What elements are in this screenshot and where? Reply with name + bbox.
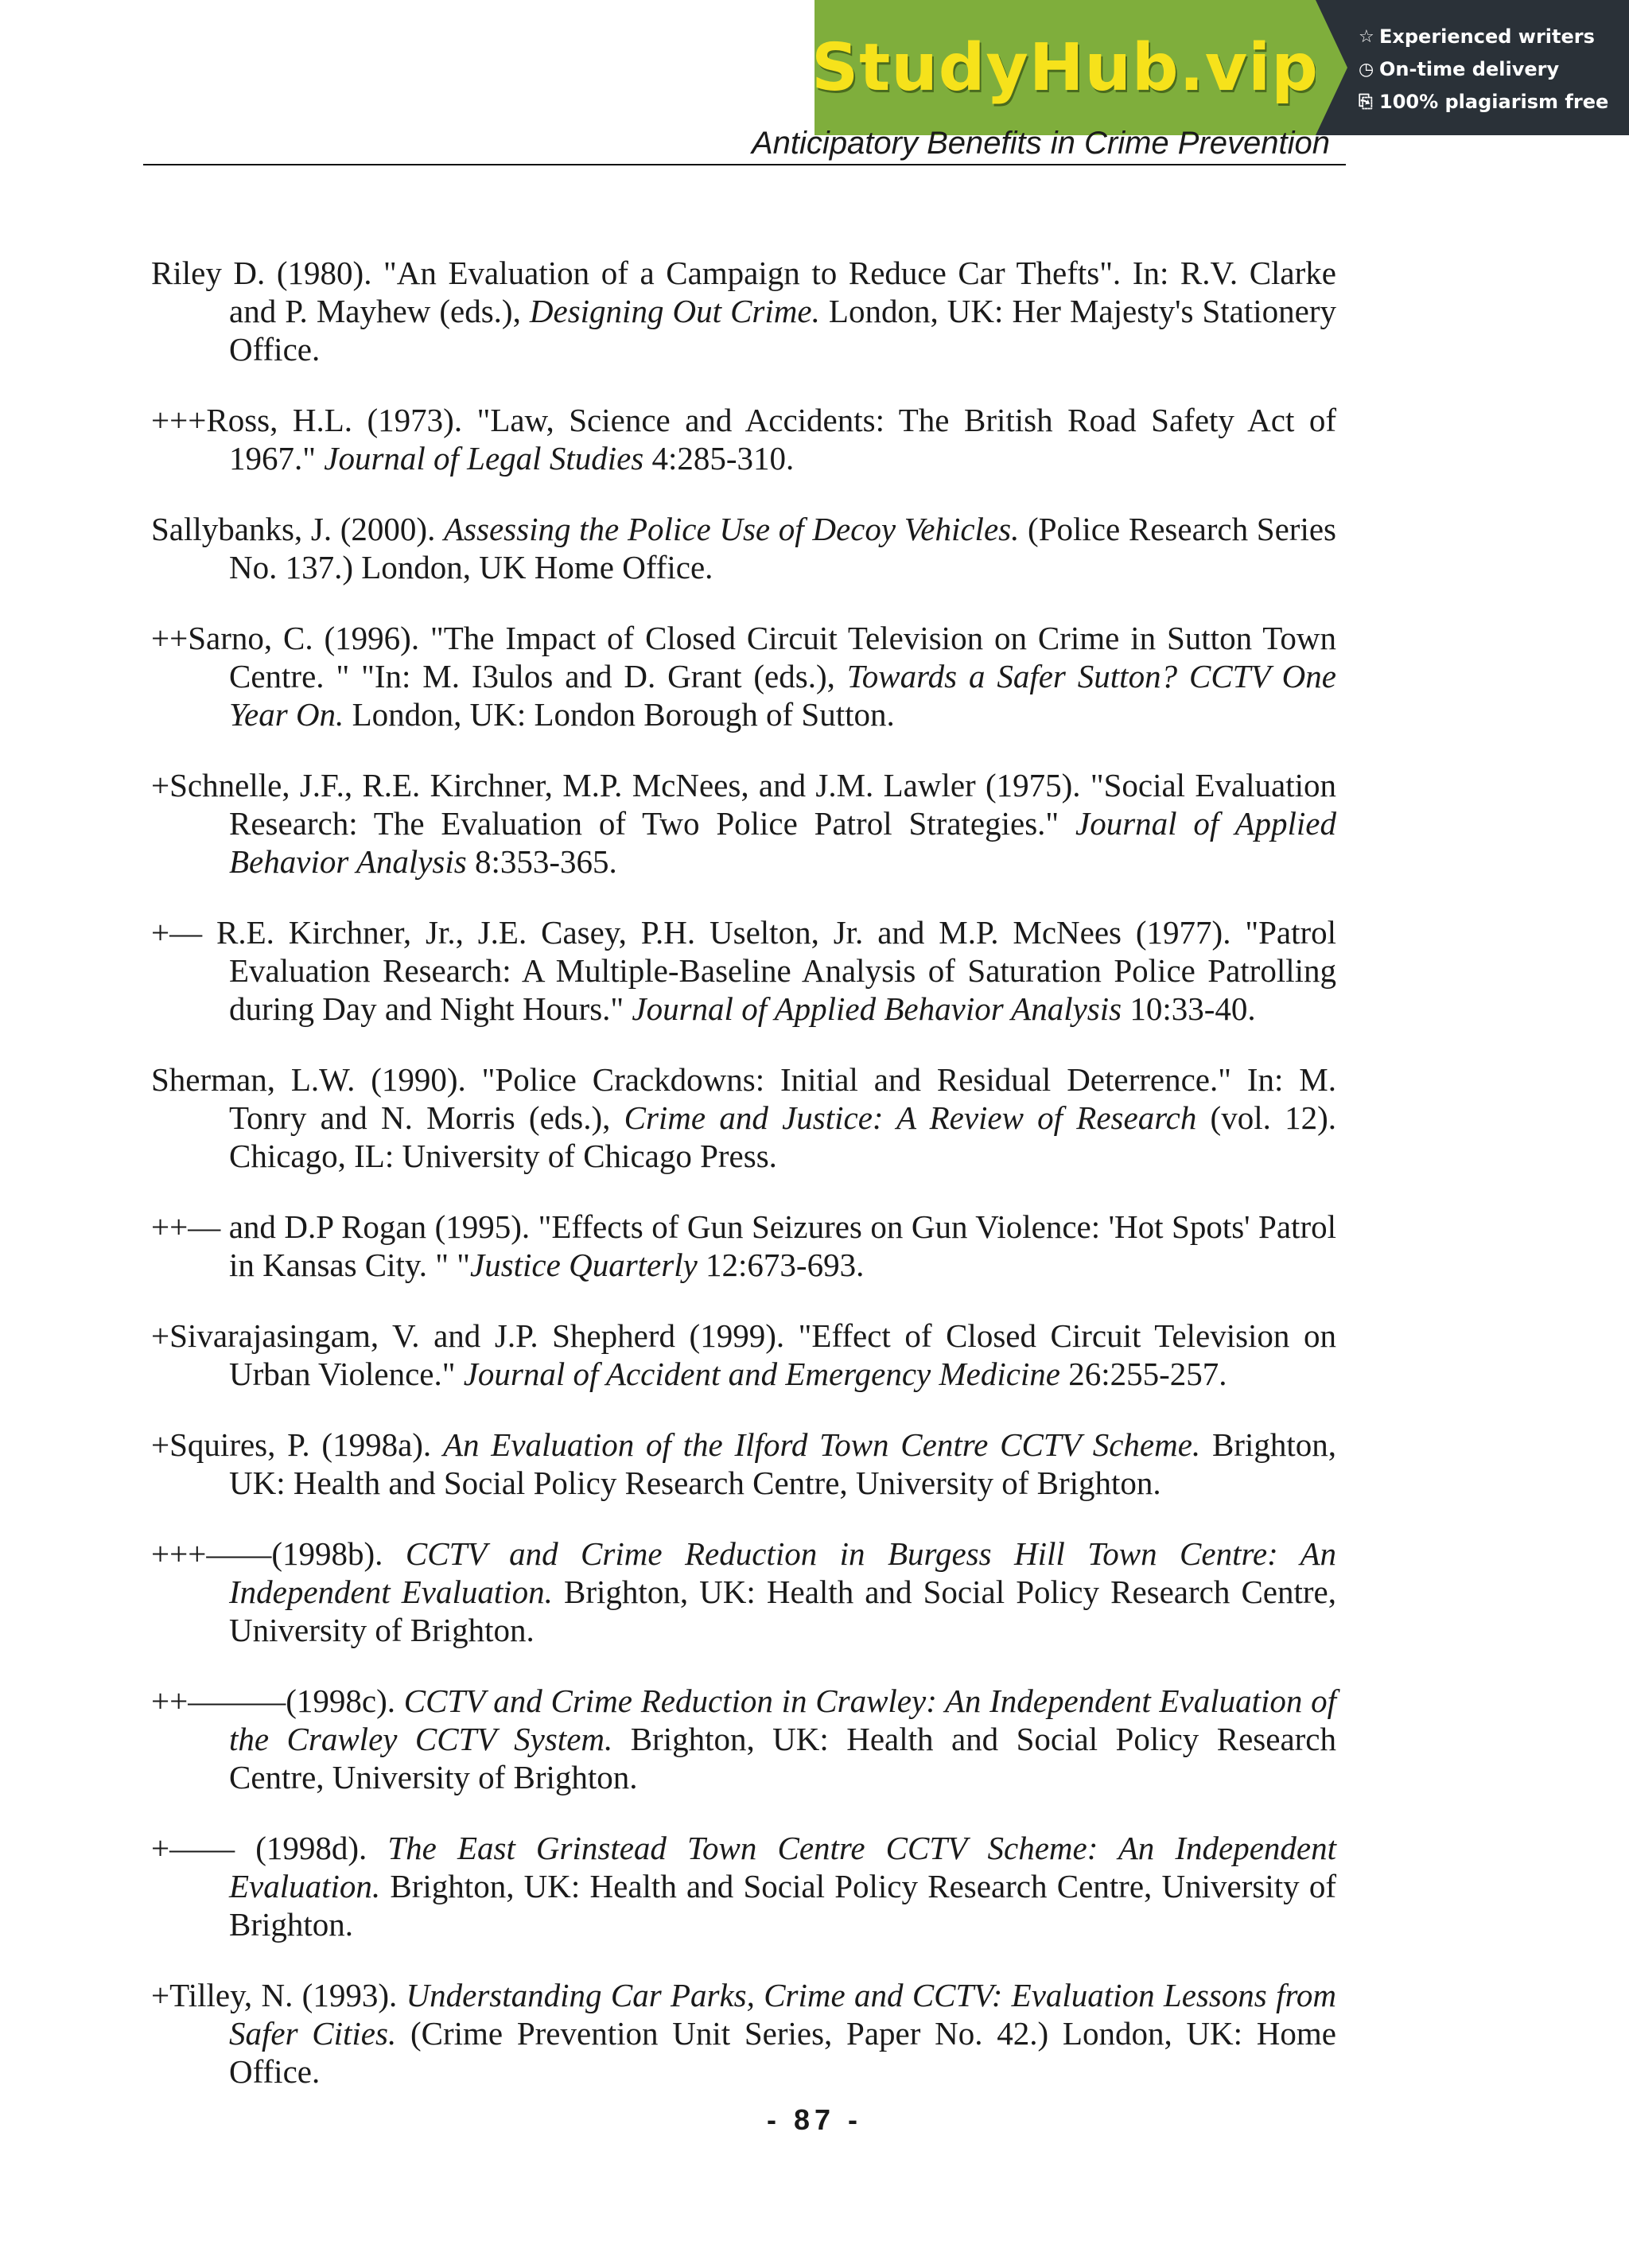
reference-text: ++— and D.P Rogan (1995). "Effects of Gun Seizures on Gun Violence: 'Hot Spots' Patrol in Kansas City. " "	[151, 1208, 1336, 1283]
reference-entry	[151, 1976, 1336, 2091]
reference-entry	[151, 766, 1336, 881]
promo-banner[interactable]	[811, 0, 1629, 135]
reference-text: 26:255-257.	[1060, 1356, 1227, 1392]
perk-label: 100% plagiarism free	[1379, 91, 1609, 113]
reference-text: 8:353-365.	[466, 843, 617, 880]
perk-label: On-time delivery	[1379, 58, 1560, 80]
reference-entry	[151, 254, 1336, 368]
reference-text: (Police Research Series No. 137.) London, UK Home Office.	[229, 511, 1337, 585]
reference-text: 12:673-693.	[697, 1247, 865, 1283]
reference-entry	[151, 1060, 1336, 1175]
reference-title: CCTV and Crime Reduction in Crawley: An Independent Evaluation of the Crawley CCTV System.	[229, 1683, 1337, 1757]
reference-entry	[151, 1426, 1336, 1502]
reference-list	[151, 221, 1336, 2105]
reference-text: London, UK: London Borough of Sutton.	[344, 696, 895, 733]
reference-text: (vol. 12). Chicago, IL: University of Chicago Press.	[229, 1099, 1336, 1174]
reference-title: Designing Out Crime.	[529, 293, 820, 329]
brand-logo[interactable]	[811, 0, 1319, 135]
reference-entry	[151, 401, 1336, 477]
perk-label: Experienced writers	[1379, 25, 1595, 48]
reference-text: +Squires, P. (1998a).	[151, 1426, 443, 1463]
reference-title: Assessing the Police Use of Decoy Vehicles.	[444, 511, 1020, 547]
star-icon: ☆	[1359, 27, 1374, 47]
reference-entry	[151, 1829, 1336, 1943]
reference-text: +—— (1998d).	[151, 1830, 388, 1866]
brand-name: StudyHub.vip	[811, 29, 1319, 106]
reference-title: The East Grinstead Town Centre CCTV Scheme: An Independent Evaluation.	[229, 1830, 1336, 1904]
reference-text: ++Sarno, C. (1996). "The Impact of Closed Circuit Television on Crime in Sutton Town Centre. " "In: M. I3ulos and D. Grant (eds.),	[151, 620, 1336, 694]
reference-text: ++———(1998c).	[151, 1683, 404, 1719]
reference-entry	[151, 1208, 1336, 1284]
reference-entry	[151, 1535, 1336, 1649]
reference-text: +Schnelle, J.F., R.E. Kirchner, M.P. McNees, and J.M. Lawler (1975). "Social Evaluation Research: The Evaluation of Two Police Patrol Strategies."	[151, 767, 1336, 842]
reference-text: Sherman, L.W. (1990). "Police Crackdowns: Initial and Residual Deterrence." In: M. Tonry and N. Morris (eds.),	[151, 1061, 1336, 1136]
reference-title: Justice Quarterly	[470, 1247, 698, 1283]
reference-text: 4:285-310.	[643, 440, 795, 477]
reference-text: +++Ross, H.L. (1973). "Law, Science and Accidents: The British Road Safety Act of 1967."	[151, 402, 1336, 477]
reference-text: +— R.E. Kirchner, Jr., J.E. Casey, P.H. Uselton, Jr. and M.P. McNees (1977). "Patrol Evaluation Research: A Multiple-Baseline Analysis of Saturation Police Patrolling during Day and Night Hours."	[151, 914, 1336, 1027]
perk-item	[1359, 86, 1608, 119]
reference-title: An Evaluation of the Ilford Town Centre CCTV Scheme.	[442, 1426, 1201, 1463]
reference-title: Journal of Applied Behavior Analysis	[632, 990, 1122, 1027]
reference-title: CCTV and Crime Reduction in Burgess Hill Town Centre: An Independent Evaluation.	[229, 1535, 1336, 1610]
reference-entry	[151, 1317, 1336, 1393]
reference-title: Understanding Car Parks, Crime and CCTV: Evaluation Lessons from Safer Cities.	[229, 1977, 1336, 2052]
reference-text: Brighton, UK: Health and Social Policy Research Centre, University of Brighton.	[229, 1574, 1336, 1648]
reference-text: +++——(1998b).	[151, 1535, 406, 1572]
reference-entry	[151, 913, 1336, 1028]
reference-text: Brighton, UK: Health and Social Policy Research Centre, University of Brighton.	[229, 1426, 1336, 1501]
perk-item	[1359, 21, 1608, 53]
reference-title: Journal of Legal Studies	[324, 440, 644, 477]
reference-text: Brighton, UK: Health and Social Policy Research Centre, University of Brighton.	[229, 1868, 1336, 1943]
perk-item	[1359, 53, 1608, 86]
reference-entry	[151, 510, 1336, 586]
reference-title: Towards a Safer Sutton? CCTV One Year On.	[229, 658, 1336, 733]
reference-text: 10:33-40.	[1122, 990, 1256, 1027]
reference-text: +Sivarajasingam, V. and J.P. Shepherd (1999). "Effect of Closed Circuit Television on Urban Violence."	[151, 1317, 1336, 1392]
reference-entry	[151, 619, 1336, 733]
reference-text: +Tilley, N. (1993).	[151, 1977, 406, 2013]
copy-icon: ⎘	[1359, 92, 1373, 112]
perks-list	[1359, 21, 1608, 119]
reference-title: Crime and Justice: A Review of Research	[624, 1099, 1197, 1136]
reference-text: Sallybanks, J. (2000).	[151, 511, 445, 547]
page-number: - 87 -	[766, 2103, 863, 2136]
reference-text: (Crime Prevention Unit Series, Paper No. 42.) London, UK: Home Office.	[229, 2015, 1336, 2090]
reference-title: Journal of Applied Behavior Analysis	[229, 805, 1336, 880]
reference-text: London, UK: Her Majesty's Stationery Office.	[229, 293, 1336, 368]
running-head: Anticipatory Benefits in Crime Prevention	[143, 119, 1346, 165]
brand-arrow-decoration	[1316, 0, 1347, 135]
reference-text: Riley D. (1980). "An Evaluation of a Campaign to Reduce Car Thefts". In: R.V. Clarke and P. Mayhew (eds.),	[151, 255, 1336, 329]
reference-text: Brighton, UK: Health and Social Policy Research Centre, University of Brighton.	[229, 1721, 1336, 1795]
reference-entry	[151, 1682, 1336, 1796]
reference-title: Journal of Accident and Emergency Medicine	[463, 1356, 1061, 1392]
clock-icon: ◷	[1359, 60, 1374, 80]
